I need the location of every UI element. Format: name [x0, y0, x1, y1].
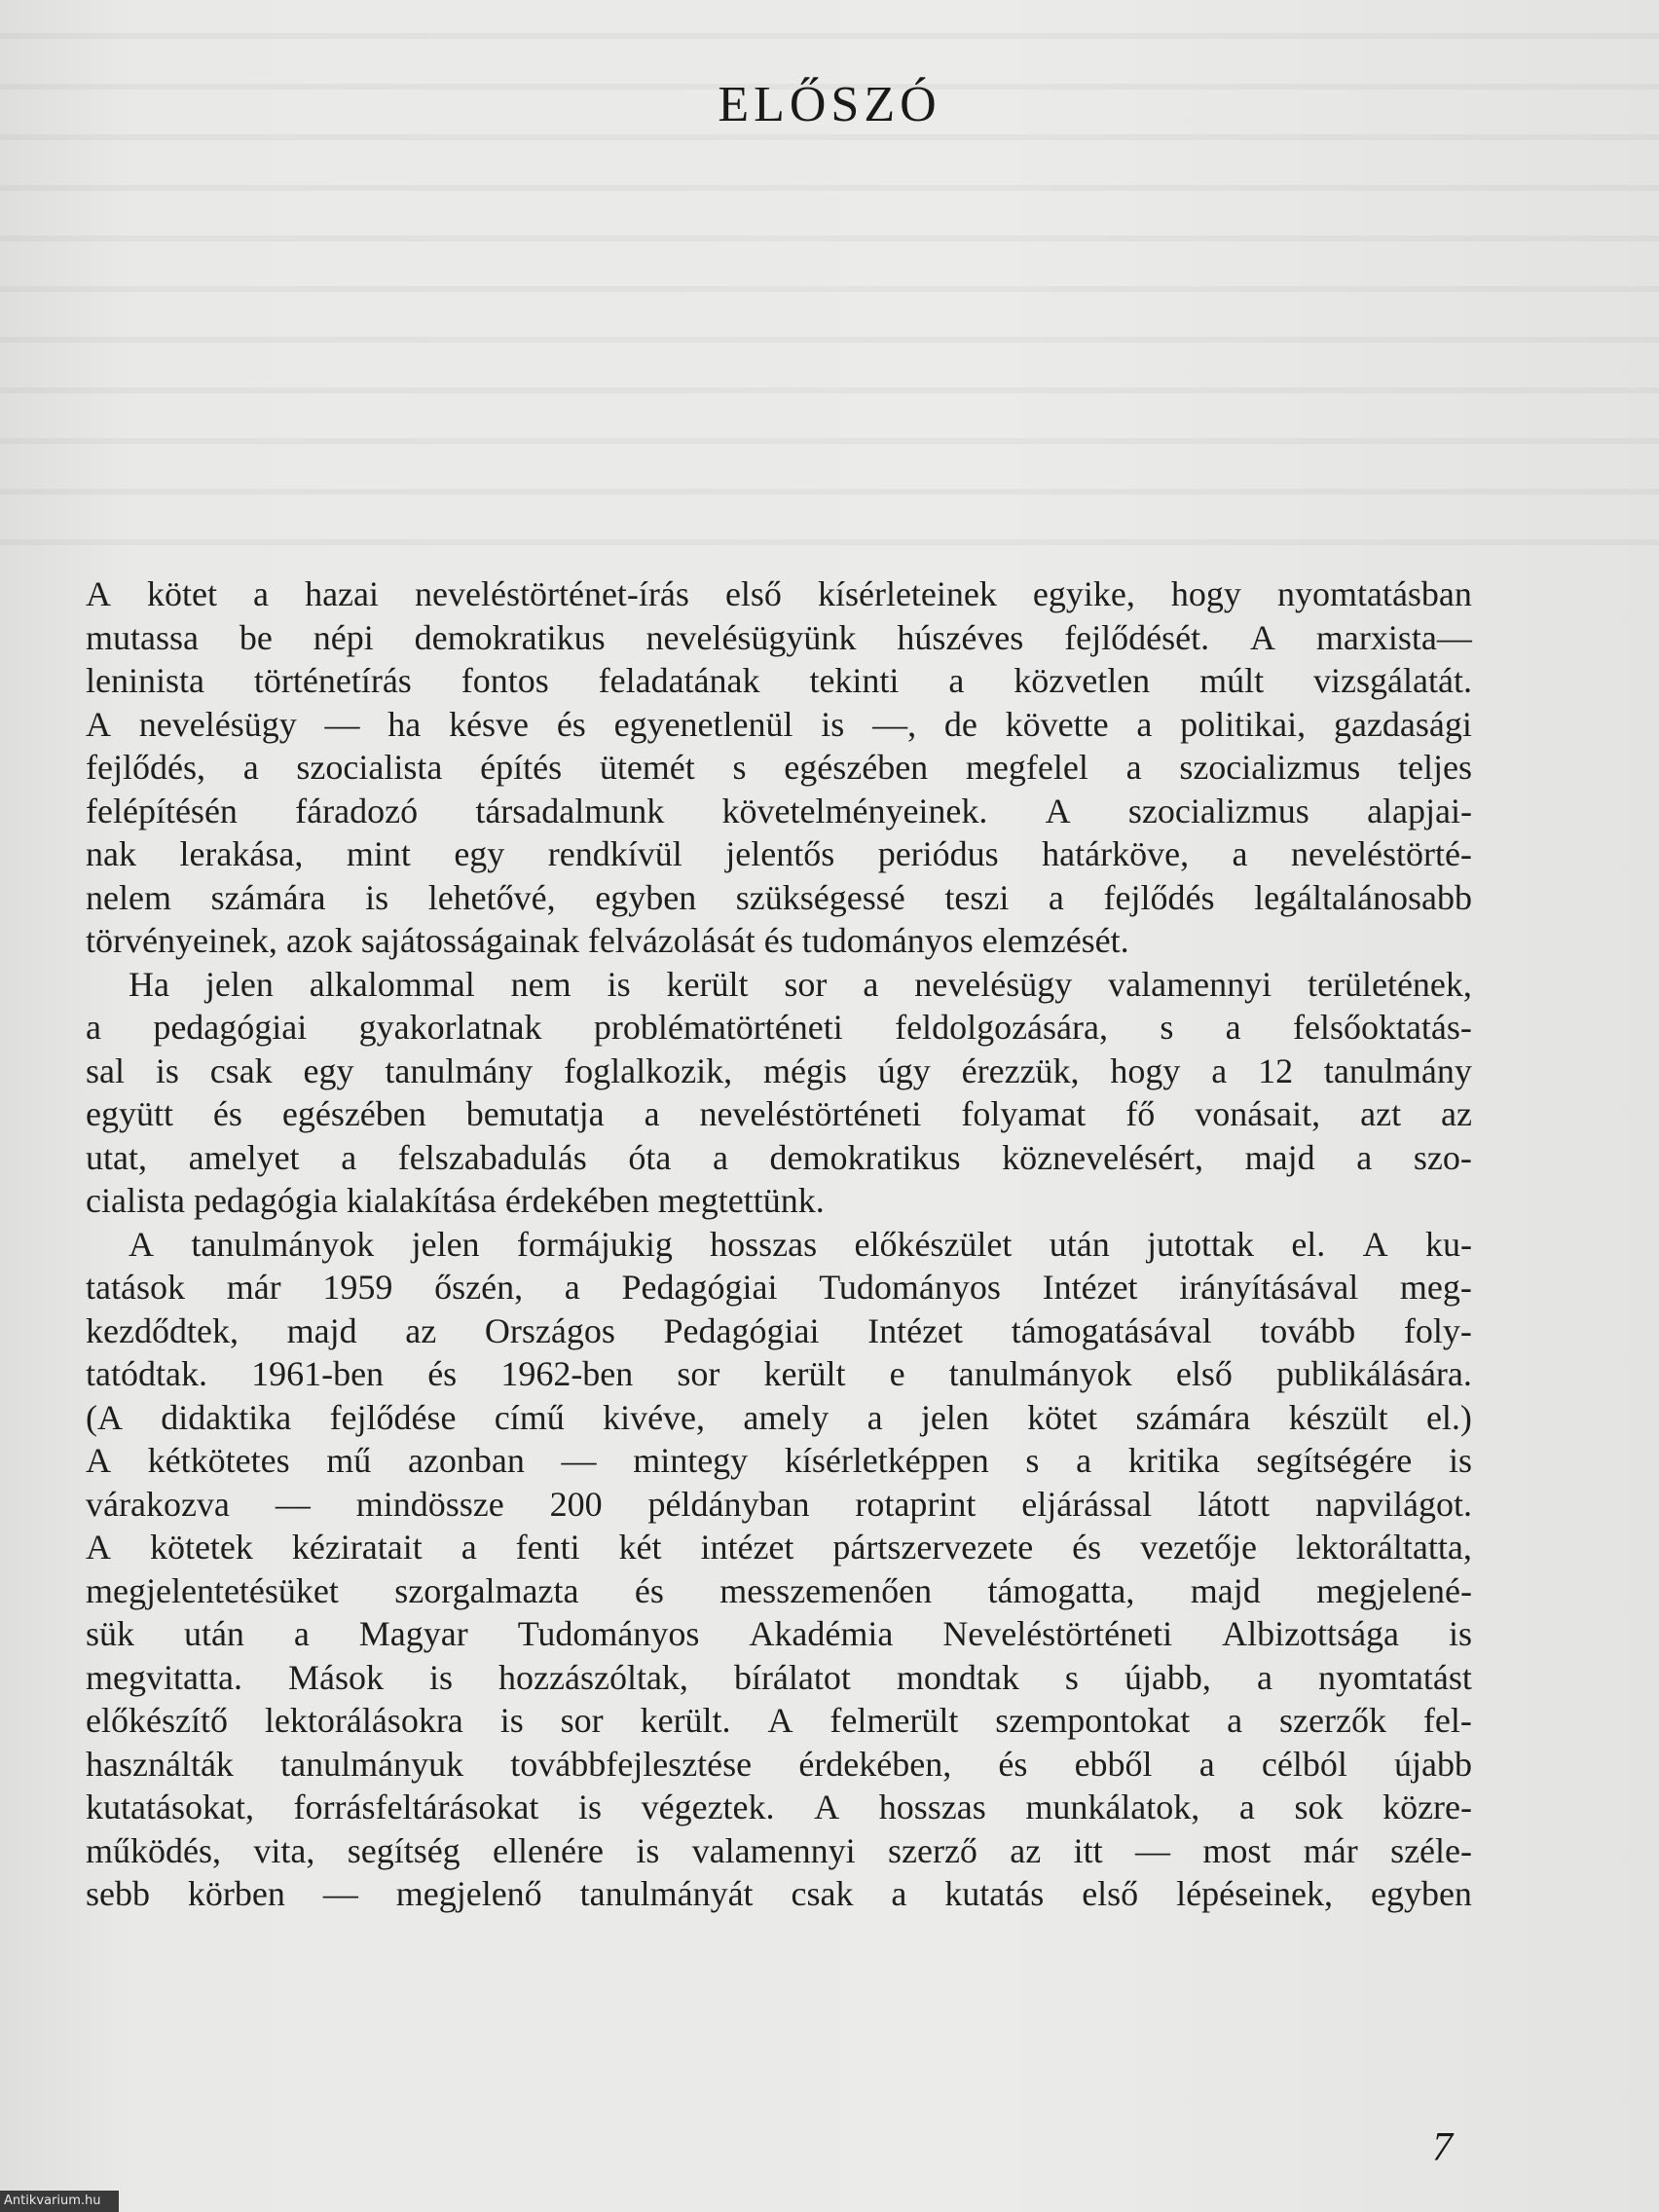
text-line: felépítésén fáradozó társadalmunk követelményeinek. A szocializmus alapjai-	[86, 791, 1472, 830]
text-line: működés, vita, segítség ellenére is valamennyi szerző az itt — most már széle-	[86, 1830, 1472, 1870]
text-line: együtt és egészében bemutatja a neveléstörténeti folyamat fő vonásait, azt az	[86, 1094, 1472, 1133]
text-line: a pedagógiai gyakorlatnak problématörténeti feldolgozására, s a felsőoktatás-	[86, 1008, 1472, 1047]
watermark: Antikvarium.hu	[0, 2191, 119, 2212]
text-line: sal is csak egy tanulmány foglalkozik, mégis úgy érezzük, hogy a 12 tanulmány	[86, 1051, 1472, 1090]
text-line: Ha jelen alkalommal nem is került sor a nevelésügy valamennyi területének,	[129, 964, 1472, 1004]
text-line: várakozva — mindössze 200 példányban rotaprint eljárással látott napvilágot.	[86, 1484, 1472, 1524]
body-text	[86, 572, 1472, 1916]
paragraph	[86, 1223, 1472, 1916]
text-line: törvényeinek, azok sajátosságainak felvázolását és tudományos elemzését.	[86, 921, 1129, 960]
text-line: tatódtak. 1961-ben és 1962-ben sor került e tanulmányok első publikálására.	[86, 1354, 1472, 1393]
page-title: ELŐSZÓ	[718, 77, 941, 132]
text-line: kutatásokat, forrásfeltárásokat is végeztek. A hosszas munkálatok, a sok közre-	[86, 1788, 1472, 1826]
text-line: nelem számára is lehetővé, egyben szükségessé teszi a fejlődés legáltalánosabb	[86, 877, 1472, 917]
text-line: leninista történetírás fontos feladatának tekinti a közvetlen múlt vizsgálatát.	[86, 661, 1472, 700]
text-line: A tanulmányok jelen formájukig hosszas előkészület után jutottak el. A ku-	[129, 1224, 1472, 1264]
text-line: (A didaktika fejlődése című kivéve, amely a jelen kötet számára készült el.)	[86, 1397, 1472, 1437]
text-line: utat, amelyet a felszabadulás óta a demokratikus köznevelésért, majd a szo-	[86, 1137, 1472, 1177]
text-line: megjelentetésüket szorgalmazta és messzemenően támogatta, majd megjelené-	[86, 1570, 1472, 1610]
text-line: használták tanulmányuk továbbfejlesztése érdekében, és ebből a célból újabb	[86, 1744, 1472, 1784]
text-line: A kötetek kéziratait a fenti két intézet pártszervezete és vezetője lektoráltatta,	[86, 1528, 1472, 1567]
text-line: mutassa be népi demokratikus nevelésügyünk húszéves fejlődését. A marxista—	[86, 617, 1472, 657]
text-line: kezdődtek, majd az Országos Pedagógiai Intézet támogatásával tovább foly-	[86, 1310, 1472, 1350]
text-line: megvitatta. Mások is hozzászóltak, bírálatot mondtak s újabb, a nyomtatást	[86, 1657, 1472, 1697]
page-number: 7	[1432, 2125, 1453, 2170]
text-line: A kétkötetes mű azonban — mintegy kísérletképpen s a kritika segítségére is	[86, 1441, 1472, 1480]
text-line: nak lerakása, mint egy rendkívül jelentős periódus határköve, a neveléstörté-	[86, 834, 1472, 873]
text-line: fejlődés, a szocialista építés ütemét s egészében megfelel a szocializmus teljes	[86, 748, 1472, 787]
text-line: tatások már 1959 őszén, a Pedagógiai Tudományos Intézet irányításával meg-	[86, 1268, 1472, 1307]
text-line: sük után a Magyar Tudományos Akadémia Neveléstörténeti Albizottsága is	[86, 1614, 1472, 1653]
text-line: sebb körben — megjelenő tanulmányát csak a kutatás első lépéseinek, egyben	[86, 1874, 1472, 1913]
paragraph	[86, 572, 1472, 963]
text-line: A kötet a hazai neveléstörténet-írás első kísérleteinek egyike, hogy nyomtatásban	[86, 574, 1472, 613]
text-line: A nevelésügy — ha késve és egyenetlenül is —, de követte a politikai, gazdasági	[86, 704, 1472, 744]
text-line: cialista pedagógia kialakítása érdekében megtettünk.	[86, 1181, 825, 1220]
text-line: előkészítő lektorálásokra is sor került. A felmerült szempontokat a szerzők fel-	[86, 1701, 1472, 1740]
paragraph	[86, 963, 1472, 1223]
